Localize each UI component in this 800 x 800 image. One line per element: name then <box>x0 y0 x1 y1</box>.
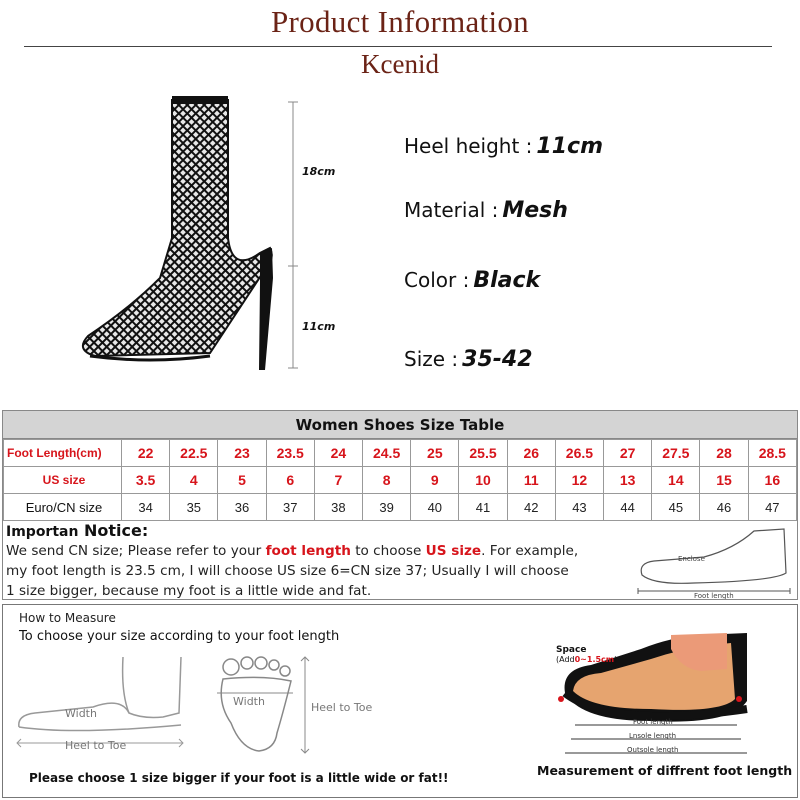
table-cell: 34 <box>122 494 170 521</box>
space-close: ) <box>614 655 618 664</box>
spec-label: Color : <box>404 268 470 292</box>
table-cell: 26.5 <box>555 440 603 467</box>
space-range <box>556 655 617 664</box>
size-table-title: Women Shoes Size Table <box>3 411 797 439</box>
notice-text-part: to choose <box>350 543 426 559</box>
spec-value: Mesh <box>502 198 568 223</box>
table-cell: 22.5 <box>170 440 218 467</box>
table-cell: 35 <box>170 494 218 521</box>
table-cell: 45 <box>652 494 700 521</box>
row-header: US size <box>4 467 122 494</box>
table-cell: 28.5 <box>748 440 796 467</box>
important-notice <box>2 519 798 600</box>
table-cell: 37 <box>266 494 314 521</box>
row-foot-length <box>4 440 797 467</box>
spec-material <box>404 198 568 223</box>
table-cell: 25.5 <box>459 440 507 467</box>
heel-height-label: 11cm <box>302 320 336 333</box>
notice-line-1 <box>6 541 636 561</box>
table-cell: 23 <box>218 440 266 467</box>
size-grid <box>3 439 797 521</box>
table-cell: 25 <box>411 440 459 467</box>
spec-color <box>404 268 540 293</box>
table-cell: 3.5 <box>122 467 170 494</box>
table-cell: 16 <box>748 467 796 494</box>
spec-label: Material : <box>404 198 499 222</box>
table-cell: 7 <box>314 467 362 494</box>
table-cell: 40 <box>411 494 459 521</box>
foot-side-illustration <box>13 653 193 753</box>
space-add-text: (Add <box>556 655 575 664</box>
table-cell: 42 <box>507 494 555 521</box>
spec-value: Black <box>473 268 541 293</box>
notice-highlight: foot length <box>265 543 351 559</box>
table-cell: 41 <box>459 494 507 521</box>
space-range-text: 0~1.5cm <box>574 655 615 664</box>
table-cell: 27 <box>604 440 652 467</box>
heel-to-toe-label: Heel to Toe <box>311 701 373 714</box>
foot-length-label: Foot length <box>694 592 734 599</box>
notice-line-3: 1 size bigger, because my foot is a little wide and fat. <box>6 583 372 599</box>
outsole-length-text: Outsole length <box>627 746 679 754</box>
foot-side-diagram <box>634 523 794 599</box>
notice-title <box>6 521 148 540</box>
space-label: Space <box>556 645 587 655</box>
insole-length-text: Lnsole length <box>629 732 677 740</box>
table-cell: 46 <box>700 494 748 521</box>
header-divider <box>24 46 772 47</box>
table-cell: 47 <box>748 494 796 521</box>
table-cell: 4 <box>170 467 218 494</box>
table-cell: 12 <box>555 467 603 494</box>
notice-highlight: US size <box>425 543 482 559</box>
how-to-measure <box>2 604 798 798</box>
table-cell: 39 <box>363 494 411 521</box>
row-euro-cn-size <box>4 494 797 521</box>
notice-title-prefix: Importan <box>6 524 79 540</box>
table-cell: 13 <box>604 467 652 494</box>
table-cell: 27.5 <box>652 440 700 467</box>
table-cell: 5 <box>218 467 266 494</box>
page-title: Product Information <box>271 4 529 39</box>
table-cell: 24.5 <box>363 440 411 467</box>
table-cell: 22 <box>122 440 170 467</box>
foot-length-text: Foot length <box>633 718 673 726</box>
table-cell: 10 <box>459 467 507 494</box>
foot-top-illustration <box>213 653 393 763</box>
spec-label: Heel height : <box>404 134 533 158</box>
enclose-label: Enclose <box>678 555 705 563</box>
notice-text-part: We send CN size; Please refer to your <box>6 543 266 559</box>
measurement-caption: Measurement of diffrent foot length <box>537 763 793 778</box>
spec-value: 11cm <box>536 134 604 159</box>
boot-image <box>60 88 300 378</box>
table-cell: 11 <box>507 467 555 494</box>
table-cell: 14 <box>652 467 700 494</box>
brand-name: Kcenid <box>361 49 439 79</box>
width-label: Width <box>65 707 97 720</box>
notice-title-suffix: Notice: <box>78 521 149 540</box>
row-header: Foot Length(cm) <box>4 440 122 467</box>
table-cell: 24 <box>314 440 362 467</box>
table-cell: 15 <box>700 467 748 494</box>
shaft-height-label: 18cm <box>302 165 336 178</box>
table-cell: 38 <box>314 494 362 521</box>
notice-line-2: my foot length is 23.5 cm, I will choose US size 6=CN size 37; Usually I will choose <box>6 563 569 579</box>
row-us-size <box>4 467 797 494</box>
spec-value: 35-42 <box>462 347 533 372</box>
table-cell: 28 <box>700 440 748 467</box>
how-to-title: How to Measure <box>19 611 116 625</box>
width-label: Width <box>233 695 265 708</box>
how-to-subtitle: To choose your size according to your foot length <box>19 629 340 644</box>
spec-heel-height <box>404 134 603 159</box>
table-cell: 9 <box>411 467 459 494</box>
row-header: Euro/CN size <box>4 494 122 521</box>
notice-text-part: . For example, <box>481 543 579 559</box>
table-cell: 8 <box>363 467 411 494</box>
table-cell: 43 <box>555 494 603 521</box>
spec-label: Size : <box>404 347 459 371</box>
table-cell: 23.5 <box>266 440 314 467</box>
table-cell: 36 <box>218 494 266 521</box>
spec-size <box>404 347 533 372</box>
size-advice: Please choose 1 size bigger if your foot is a little wide or fat!! <box>29 771 449 785</box>
table-cell: 44 <box>604 494 652 521</box>
table-cell: 6 <box>266 467 314 494</box>
table-cell: 26 <box>507 440 555 467</box>
notice-text <box>6 541 636 601</box>
heel-to-toe-label: Heel to Toe <box>65 739 127 752</box>
